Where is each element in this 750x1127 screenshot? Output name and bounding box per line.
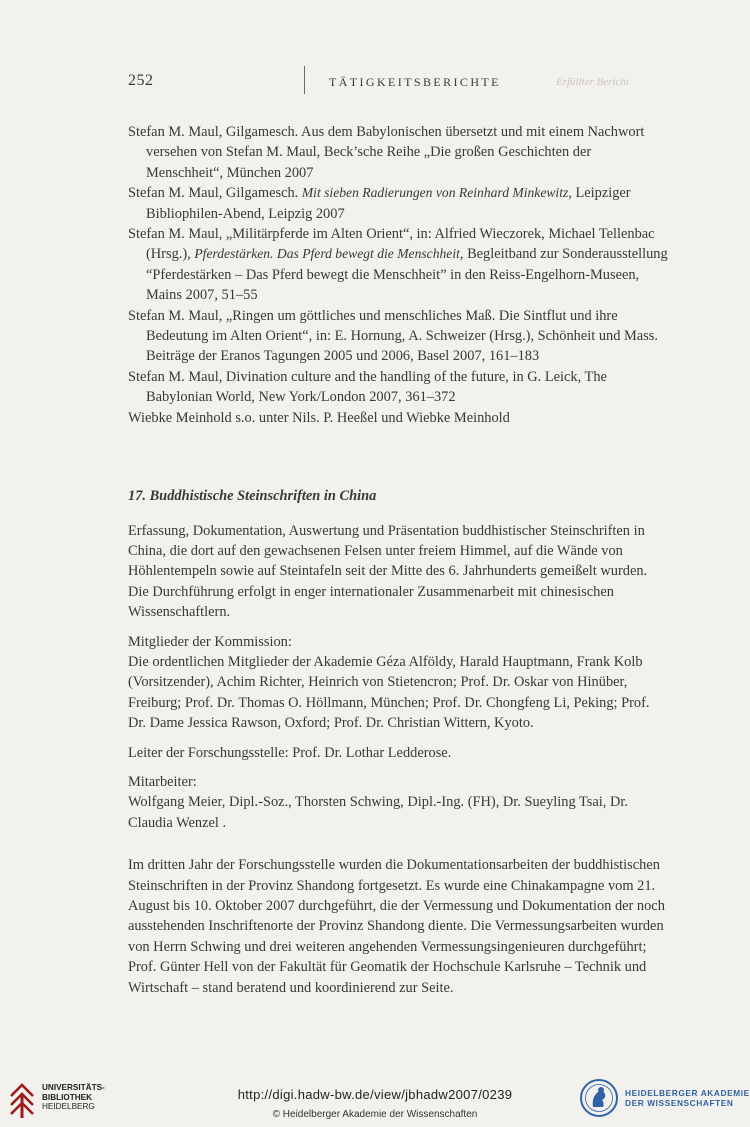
section-intro: Erfassung, Dokumentation, Auswertung und Präsentation buddhistischer Steinschriften in China, die dort auf den gewachsenen Felsen unter freiem Himmel, auf die Wände von Höhlentempeln sowie auf Steintafeln seit der Mitte des 6. Jahrhunderts gemeißelt wurden. Die Durchführung erfolgt in enger internationaler Zusammenarbeit mit chinesischen Wissenschaftlern. [128,522,648,621]
header-divider [304,66,305,94]
members-text: Die ordentlichen Mitglieder der Akademie Géza Alföldy, Harald Hauptmann, Frank Kolb (Vorsitzender), Achim Richter, Heinrich von Stietencron; Prof. Dr. Oskar von Hinüber, Freiburg; Prof. Dr. Thomas O. Höllmann, München; Prof. Dr. Chongfeng Li, Peking; Prof. Dr. Dame Jessica Rawson, Oxford; Prof. Dr. Christian Wittern, Kyoto. [128,653,650,732]
research-leader: Leiter der Forschungsstelle: Prof. Dr. Lothar Ledderose. [128,744,452,761]
members-heading: Mitglieder der Kommission: [128,633,292,650]
bibliography-entry: Wiebke Meinhold s.o. unter Nils. P. Heeßel und Wiebke Meinhold [128,409,510,426]
bibliography-list [128,122,670,428]
bibliography-entry: Stefan M. Maul, „Militärpferde im Alten Orient“, in: Alfried Wieczorek, Michael Tellenbac (Hrsg.), Pferdestärken. Das Pferd bewegt die Menschheit, Begleitband zur Sonderausstellung “Pferdestärken – Das Pferd bewegt die Menschheit” in den Reiss-Engelhorn-Museen, Mains 2007, 51–55 [128,226,668,304]
hadw-seal-logo-icon[interactable] [579,1078,619,1118]
section-heading: 17. Buddhistische Steinschriften in China [128,488,377,505]
bibliography-entry: Stefan M. Maul, Gilgamesch. Aus dem Babylonischen übersetzt und mit einem Nachwort versehen von Stefan M. Maul, Beck’sche Reihe „Die großen Geschichten der Menschheit“, München 2007 [128,124,645,181]
academy-name: HEIDELBERGER AKADEMIE DER WISSENSCHAFTEN [625,1088,750,1108]
bibliography-entry: Stefan M. Maul, „Ringen um göttliches und menschliches Maß. Die Sintflut und ihre Bedeutung im Alten Orient“, in: E. Hornung, A. Schweizer (Hrsg.), Schönheit und Mass. Beiträge der Eranos Tagungen 2005 und 2006, Basel 2007, 161–183 [128,307,658,365]
staff-text: Wolfgang Meier, Dipl.-Soz., Thorsten Schwing, Dipl.-Ing. (FH), Dr. Sueyling Tsai, Dr. Claudia Wenzel . [128,794,628,831]
page-number: 252 [128,72,154,89]
bibliography-entry: Stefan M. Maul, Gilgamesch. Mit sieben Radierungen von Reinhard Minkewitz, Leipziger Bibliophilen-Abend, Leipzig 2007 [128,185,631,222]
show-through-text: Erfüllter Bericht [556,76,630,88]
copyright-notice: © Heidelberger Akademie der Wissenschaften [272,1109,478,1120]
bibliography-entry: Stefan M. Maul, Divination culture and the handling of the future, in G. Leick, The Babylonian World, New York/London 2007, 361–372 [128,368,607,406]
staff-heading: Mitarbeiter: [128,773,197,790]
report-paragraph: Im dritten Jahr der Forschungsstelle wurden die Dokumentationsarbeiten der buddhistischen Steinschriften in der Provinz Shandong fortgesetzt. Es wurde eine Chinakampagne vom 21. August bis 10. Oktober 2007 durchgeführt, die der Vermessung und Dokumentation der noch ausstehenden Inschriftenorte der Provinz Shandong diente. Die Vermessungsarbeiten wurden von Herrn Schwing und drei weiteren angehenden Vermessungsingenieuren durchgeführt; Prof. Günter Hell von der Fakultät für Geomatik der Hochschule Karlsruhe – Technik und Wirtschaft – stand beratend und koordinierend zur Seite. [128,857,665,996]
running-head: TÄTIGKEITSBERICHTE [329,75,501,89]
permalink-url[interactable]: http://digi.hadw-bw.de/view/jbhadw2007/0239 [237,1087,513,1102]
digitization-footer [0,1075,750,1127]
page-header [128,68,688,96]
page-body [128,122,670,998]
library-name: UNIVERSITÄTS- BIBLIOTHEK HEIDELBERG [42,1083,105,1112]
